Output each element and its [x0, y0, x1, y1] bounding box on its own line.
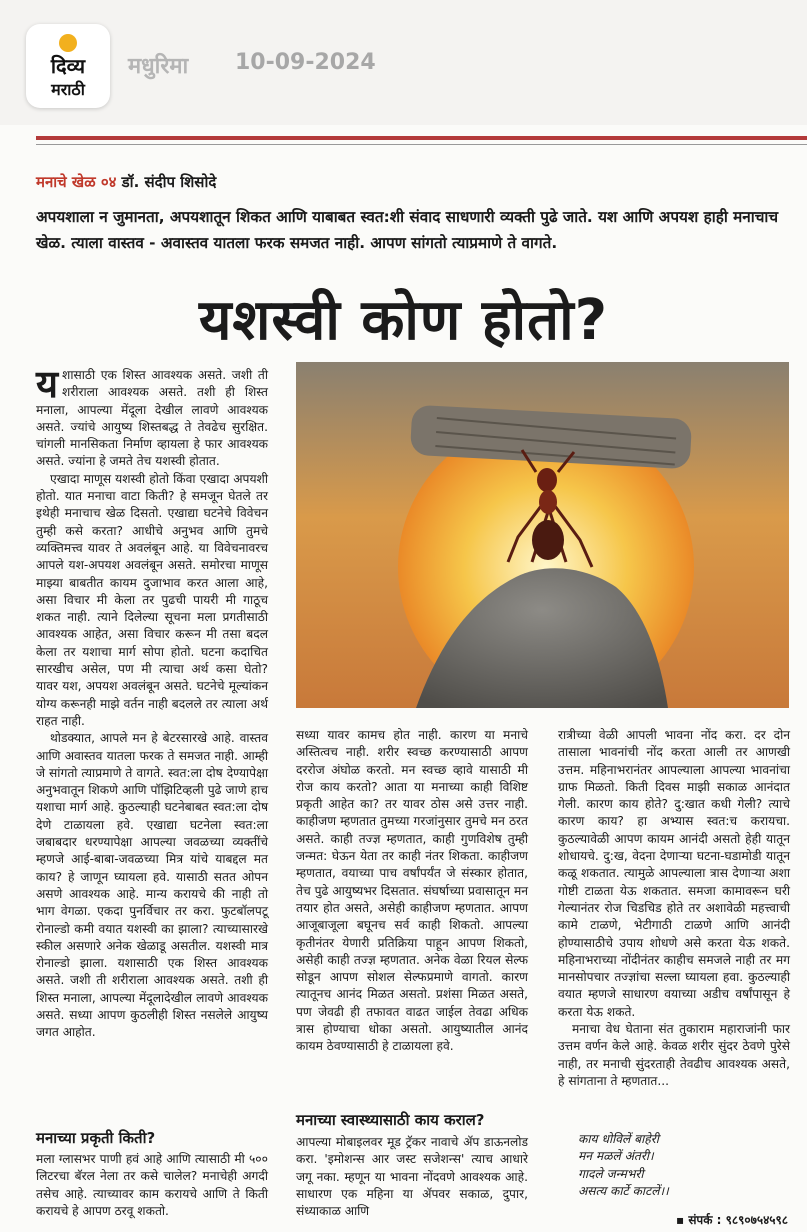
paragraph: सध्या यावर कामच होत नाही. कारण या मनाचे अस्तित्वच नाही. शरीर स्वच्छ करण्यासाठी आपण दररोज अंघोळ करतो. मन स्वच्छ व्हावे यासाठी मी रोज काय करतो? आता या मनाच्या काही विशिष्ट प्रकृती आहेत का? तर यावर ठोस असे उत्तर नाही. काहीजण म्हणतात तुमच्या गरजांनुसार तुमचे मन ठरत असते. काही तज्ज्ञ म्हणतात, काही गुणविशेष तुम्ही जन्मत: घेऊन येता तर काही नंतर शिकता. काहीजण म्हणतात, वयाच्या पाच वर्षांपर्यंत जे संस्कार होतात, तेच पुढे आयुष्यभर दिसतात. संघर्षाच्या प्रवासातून मन तयार होत असते, असेही काहीजण म्हणतात. आपण आजूबाजूला बघूनच सर्व काही शिकतो. आपल्या कृतीनंतर येणारी प्रतिक्रिया पाहून आपण शिकतो, असेही काही तज्ज्ञ म्हणतात. अनेक वेळा रियल सेल्फ सोडून आपण सोशल सेल्फप्रमाणे वागतो. कारण त्यातूनच आनंद मिळत असतो. प्रशंसा मिळत असते, पण जेवढी ही तफावत वाढत जाईल तेवढा अधिक त्रास होण्याचा धोका असतो. आयुष्यातील आनंद कायम ठेवण्यासाठी हे टाळायला हवे.	[296, 728, 528, 1054]
column-separator: ०४	[95, 173, 122, 191]
photo-illustration	[296, 362, 789, 708]
article-column-2-end	[296, 1134, 528, 1220]
app-header	[0, 0, 807, 125]
paragraph: आपल्या मोबाइलवर मूड ट्रॅकर नावाचे ॲप डाऊनलोड करा. 'इमोशन्स आर जस्ट सजेशन्स' त्याच आधारे जगू नका. म्हणून या भावना नोंदवणे आवश्यक आहे. साधारण एक महिना या ॲपवर सकाळ, दुपार, संध्याकाळ आणि	[296, 1135, 528, 1219]
edition-date: 10-09-2024	[235, 50, 376, 75]
article-column-1-end	[36, 1151, 268, 1220]
paragraph-text: शासाठी एक शिस्त आवश्यक असते. जशी ती शरीराला आवश्यक असते. तशी ही शिस्त मनाला, आपल्या मेंदूला देखील लावणे आवश्यक असते. ज्यांचे आयुष्य शिस्तबद्ध ते तेवढेच सुरक्षित. चांगली मानसिकता निर्माण व्हायला हे फार आवश्यक असते. ज्यांना हे जमते तेच यशस्वी होतात.	[36, 368, 268, 469]
top-red-rule	[36, 136, 807, 140]
author-contact: ▪ संपर्क : ९८९०७५४५९८	[676, 1213, 789, 1227]
verse-line: मन मळलें अंतरी।	[578, 1149, 654, 1164]
subheading-mind-nature: मनाच्या प्रकृती किती?	[36, 1129, 156, 1147]
logo-text-line1: दिव्य	[50, 54, 86, 78]
paragraph: थोडक्यात, आपले मन हे बेटरसारखे आहे. वास्तव आणि अवास्तव यातला फरक ते समजत नाही. आम्ही जे सांगतो त्याप्रमाणे ते वागते. स्वत:ला दोष देण्यापेक्षा अनुभवातून शिकणे आणि पॉझिटिव्हली पुढे जाणे हाच यशाचा मार्ग आहे. कुठल्याही घटनेबाबत स्वत:ला दोष देणे टाळायला हवे. एखाद्या घटनेला स्वत:ला जबाबदार धरण्यापेक्षा आपल्या जवळच्या व्यक्तींचे म्हणजे आई-बाबा-जवळच्या मित्र यांचे याबद्दल मत काय? हे जाणून घ्यायला हवे. यासाठी सतत ओपन असणे आवश्यक आहे. मान्य करायचे की नाही तो भाग वेगळा. एकदा पुनर्विचार तर करा. फुटबॉलपटू रोनाल्डो कमी वयात यशस्वी का झाला? त्याच्यासारखे स्कील असणारे अनेक खेळाडू असतील. यशस्वी मात्र रोनाल्डो झाला. यशासाठी एक शिस्त आवश्यक असते. जशी ती शरीराला आवश्यक असते. तशी ही शिस्त मनाला, आपल्या मेंदूलादेखील लावणे आवश्यक असते. सध्या आपण कुठलीही शिस्त नसलेले आयुष्य जगत आहोत.	[36, 731, 268, 1040]
logo-text-line2: मराठी	[51, 80, 85, 99]
contact-label: संपर्क :	[688, 1213, 722, 1227]
subheading-mental-health: मनाच्या स्वास्थ्यासाठी काय कराल?	[296, 1111, 485, 1129]
article-column-1	[36, 362, 268, 1042]
sun-logo-icon	[59, 34, 77, 52]
ant-lifting-log-photo	[296, 362, 789, 708]
verse-line: असत्य कार्टे काटलें।।	[578, 1183, 669, 1198]
article-column-3	[558, 727, 790, 1090]
column-name: मनाचे खेळ	[36, 173, 96, 191]
divya-marathi-logo[interactable]	[26, 24, 110, 108]
author-name: डॉ. संदीप शिसोदे	[121, 173, 217, 191]
tukaram-verse	[578, 1131, 669, 1200]
article-headline: यशस्वी कोण होतो?	[198, 288, 609, 353]
paragraph: मला ग्लासभर पाणी हवं आहे आणि त्यासाठी मी ५०० लिटरचा बॅरल नेला तर कसे चालेल? मनाचेही अगदी तसेच आहे. त्याच्यावर काम करायचे आणि ते किती करायचे हे आपण ठरवू शकतो.	[36, 1152, 268, 1218]
contact-number: ९८९०७५४५९८	[725, 1213, 789, 1227]
top-grey-rule	[36, 144, 807, 145]
paragraph	[36, 362, 268, 471]
paragraph: रात्रीच्या वेळी आपली भावना नोंद करा. दर दोन तासाला भावनांची नोंद करता आली तर आणखी उत्तम. महिनाभरानंतर आपल्याला आपल्या भावनांचा ग्राफ मिळतो. किती दिवस माझी सकाळ आनंदात गेली. कारण काय होते? दु:खात कधी गेली? त्याचे कारण काय? हा अभ्यास स्वत:च करायचा. कुठल्यावेळी आपण कायम आनंदी असतो हेही यातून शोधायचे. दु:ख, वेदना देणाऱ्या घटना-घडामोडी यातून कळू शकतात. त्यामुळे आपल्याला त्रास देणाऱ्या अशा गोष्टी टाळता येऊ शकतात. समजा कामावरून घरी गेल्यानंतर रोज चिडचिड होते तर अशावेळी महत्त्वाची कामे टाळणे, भेटीगाठी टाळणे आणि आनंदी होण्यासाठीचे उपाय शोधणे असे करता येऊ शकते. महिनाभराच्या नोंदीनंतर काहीच समजले नाही तर मग मानसोपचार तज्ज्ञांचा सल्ला घ्यायला हवा. कुठल्याही वयात म्हणजे साधारण वयाच्या अडीच वर्षांपासून हे करता येऊ शकते.	[558, 728, 790, 1019]
byline	[36, 172, 216, 192]
edition-name: मधुरिमा	[128, 54, 189, 79]
article-deck: अपयशाला न जुमानता, अपयशातून शिकत आणि याबाबत स्वत:शी संवाद साधणारी व्यक्ती पुढे जाते. यश आणि अपयश हाही मनाचाच खेळ. त्याला वास्तव - अवास्तव यातला फरक समजत नाही. आपण सांगतो त्याप्रमाणे ते वागते.	[36, 208, 779, 252]
paragraph: मनाचा वेध घेताना संत तुकाराम महाराजांनी फार उत्तम वर्णन केले आहे. केवळ शरीर सुंदर ठेवणे पुरेसे नाही, तर मनाची सुंदरताही तेवढीच आवश्यक असते, हे सांगताना ते म्हणतात...	[558, 1022, 790, 1088]
drop-cap: य	[36, 362, 59, 406]
verse-line: काय धोविलें बाहेरी	[578, 1132, 659, 1146]
paragraph: एखादा माणूस यशस्वी होतो किंवा एखादा अपयशी होतो. यात मनाचा वाटा किती? हे समजून घेतले तर इथेही मनाचाच खेळ दिसतो. एखाद्या घटनेचे विवेचन तुम्ही कसे करता? आधीचे अनुभव आणि तुमचे व्यक्तिमत्त्व यावर ते अवलंबून आहे. या विवेचनावरच आपले यश-अपयश अवलंबून असते. समोरचा माणूस माझ्या बाबतीत कायम दुजाभाव करत आला आहे, असा विचार मी केला तर पुढची पायरी मी गाठूच शकत नाही. त्याने दिलेल्या सूचना मला प्रगतीसाठी आवश्यक आहेत, असा विचार करून मी तसा बदल केला तर यशाचा मार्ग सोपा होतो. घटना कदाचित सारखीच असेल, पण मी त्याचा अर्थ कसा घेतो? यावर यश, अपयश अवलंबून असते. घटनेचे मूल्यांकन योग्य करूनही माझे वर्तन नाही बदलले तर त्याला अर्थ राहत नाही.	[36, 471, 268, 728]
article-column-2	[296, 727, 528, 1056]
verse-line: गादले जन्मभरी	[578, 1166, 644, 1181]
